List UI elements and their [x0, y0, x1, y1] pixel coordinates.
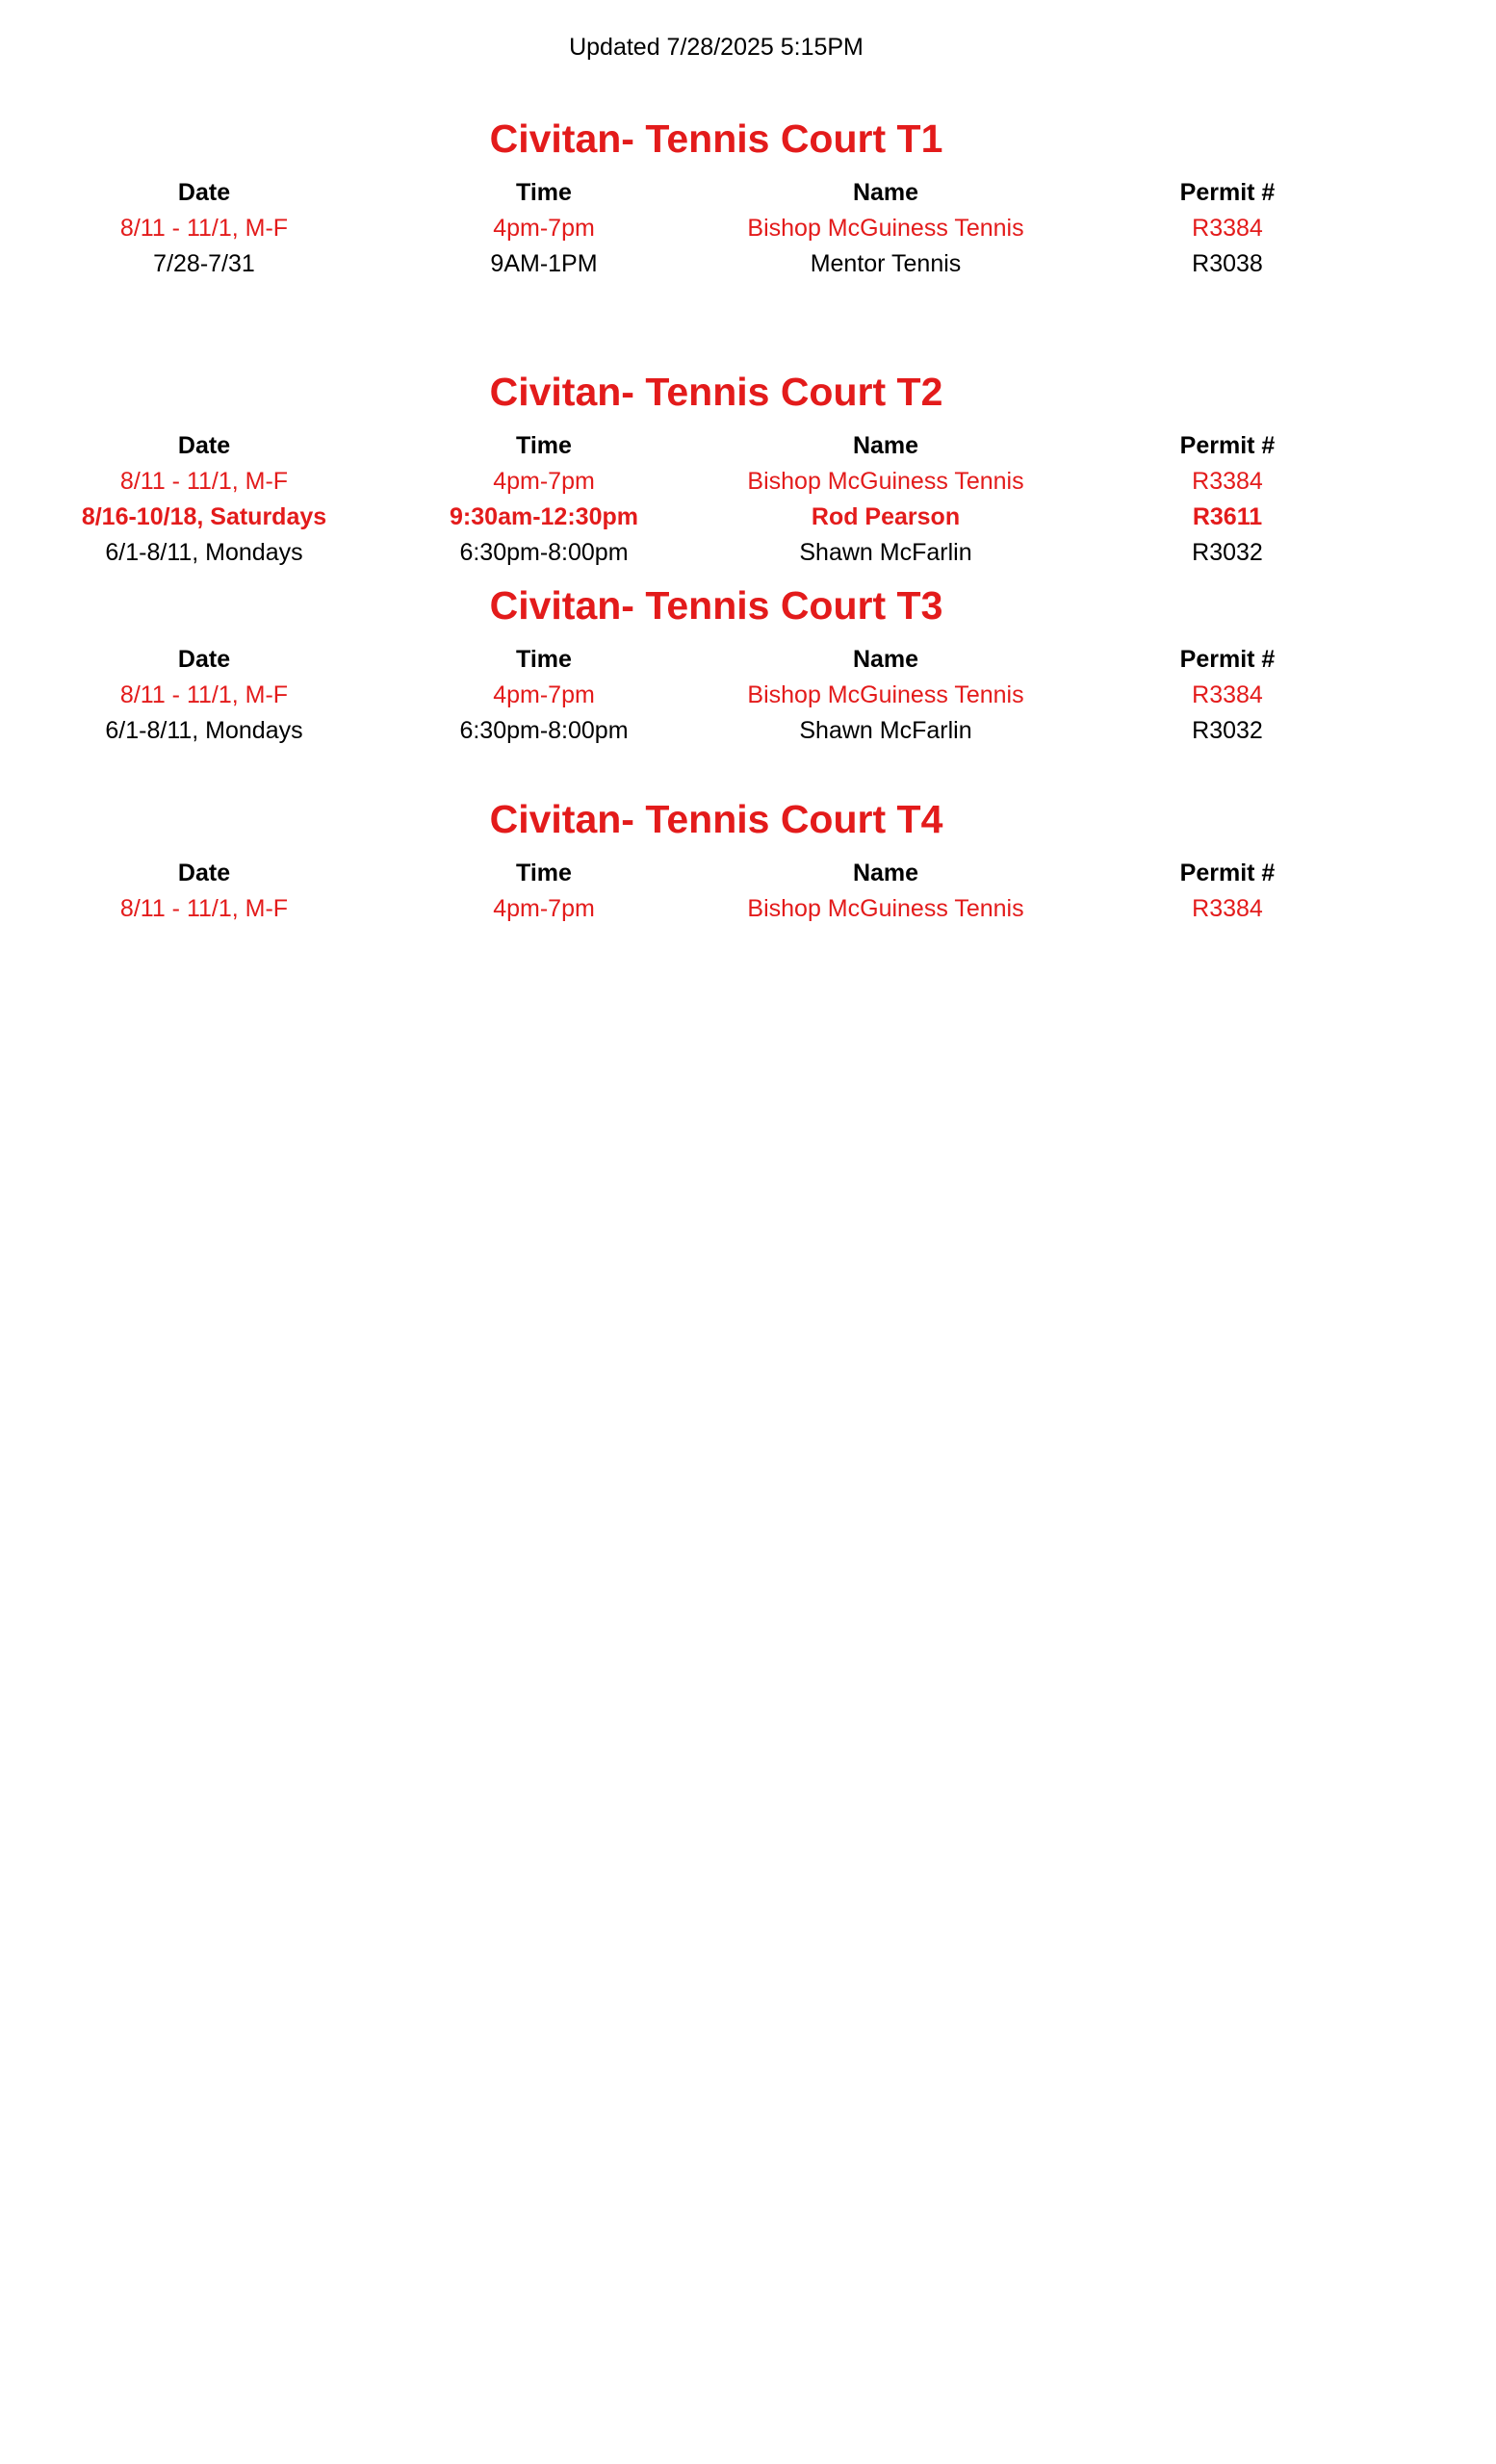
header-permit: Permit # — [1179, 432, 1276, 459]
header-name: Name — [852, 646, 919, 673]
header-name: Name — [852, 860, 919, 886]
table-row — [0, 464, 1496, 500]
cell-time: 4pm-7pm — [493, 468, 595, 495]
cell-date: 8/11 - 11/1, M-F — [119, 468, 289, 495]
cell-time: 4pm-7pm — [493, 681, 595, 708]
cell-date: 8/11 - 11/1, M-F — [119, 215, 289, 242]
table-header-row — [0, 856, 1496, 891]
header-time: Time — [516, 646, 572, 673]
cell-date: 8/11 - 11/1, M-F — [119, 681, 289, 708]
header-time: Time — [516, 860, 572, 886]
cell-name: Bishop McGuiness Tennis — [747, 895, 1024, 922]
cell-permit: R3038 — [1192, 250, 1263, 277]
cell-permit: R3611 — [1192, 503, 1263, 530]
header-permit: Permit # — [1179, 179, 1276, 206]
cell-permit: R3032 — [1192, 717, 1263, 744]
cell-permit: R3032 — [1192, 539, 1263, 566]
cell-time: 9AM-1PM — [490, 250, 598, 277]
cell-time: 6:30pm-8:00pm — [459, 717, 629, 744]
section-title: Civitan- Tennis Court T3 — [489, 583, 943, 628]
cell-date: 6/1-8/11, Mondays — [105, 717, 303, 744]
cell-name: Mentor Tennis — [810, 250, 962, 277]
cell-time: 4pm-7pm — [493, 215, 595, 242]
cell-date: 8/16-10/18, Saturdays — [81, 503, 327, 530]
section-title: Civitan- Tennis Court T1 — [489, 116, 943, 161]
cell-name: Shawn McFarlin — [799, 539, 972, 566]
table-header-row — [0, 428, 1496, 464]
cell-permit: R3384 — [1192, 215, 1263, 242]
cell-permit: R3384 — [1192, 468, 1263, 495]
cell-time: 6:30pm-8:00pm — [459, 539, 629, 566]
cell-name: Shawn McFarlin — [799, 717, 972, 744]
header-permit: Permit # — [1179, 860, 1276, 886]
table-row — [0, 678, 1496, 713]
header-time: Time — [516, 179, 572, 206]
header-date: Date — [177, 646, 231, 673]
header-date: Date — [177, 860, 231, 886]
section-title: Civitan- Tennis Court T2 — [489, 370, 943, 414]
cell-date: 7/28-7/31 — [153, 250, 255, 277]
cell-permit: R3384 — [1192, 681, 1263, 708]
updated-timestamp: Updated 7/28/2025 5:15PM — [569, 34, 864, 61]
cell-name: Rod Pearson — [811, 503, 961, 530]
table-row — [0, 535, 1496, 571]
table-header-row — [0, 175, 1496, 211]
cell-time: 9:30am-12:30pm — [450, 503, 638, 530]
section-title: Civitan- Tennis Court T4 — [489, 797, 943, 841]
cell-date: 8/11 - 11/1, M-F — [119, 895, 289, 922]
header-name: Name — [852, 179, 919, 206]
table-row — [0, 211, 1496, 246]
cell-date: 6/1-8/11, Mondays — [105, 539, 303, 566]
cell-permit: R3384 — [1192, 895, 1263, 922]
header-date: Date — [177, 179, 231, 206]
header-date: Date — [177, 432, 231, 459]
table-row — [0, 246, 1496, 282]
table-row — [0, 713, 1496, 749]
cell-name: Bishop McGuiness Tennis — [747, 468, 1024, 495]
table-row — [0, 891, 1496, 927]
header-name: Name — [852, 432, 919, 459]
header-time: Time — [516, 432, 572, 459]
table-row — [0, 500, 1496, 535]
cell-name: Bishop McGuiness Tennis — [747, 681, 1024, 708]
cell-time: 4pm-7pm — [493, 895, 595, 922]
header-permit: Permit # — [1179, 646, 1276, 673]
table-header-row — [0, 642, 1496, 678]
cell-name: Bishop McGuiness Tennis — [747, 215, 1024, 242]
